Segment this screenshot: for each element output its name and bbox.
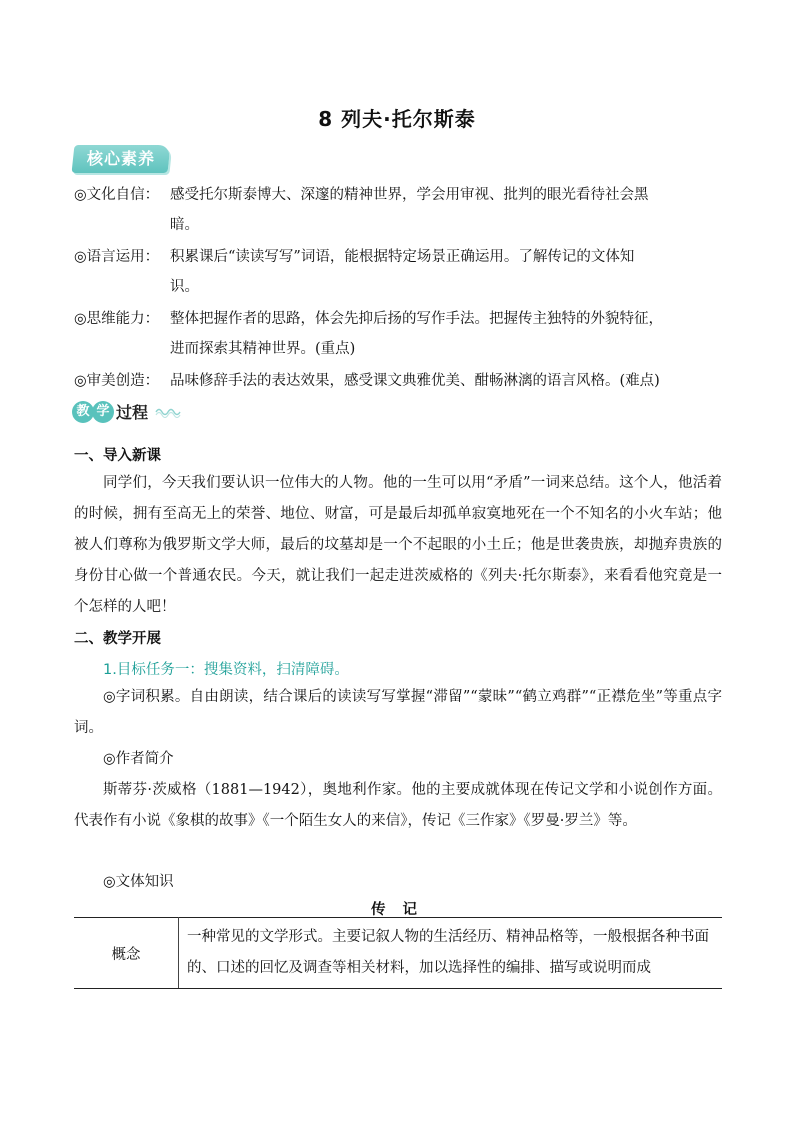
task-one: 1.目标任务一：搜集资料，扫清障碍。 xyxy=(103,662,349,678)
table-row xyxy=(74,918,722,989)
page-title: 8 列夫·托尔斯泰 xyxy=(318,107,476,131)
table-key: 概念 xyxy=(74,918,179,989)
section-intro-title: 一、导入新课 xyxy=(74,448,161,464)
core-literacy-label: 核心素养 xyxy=(86,149,155,168)
wave-decoration-icon xyxy=(155,406,185,418)
vocab-paragraph: ◎字词积累。自由朗读，结合课后的读读写写掌握“滞留”“蒙昧”“鹤立鸡群”“正襟危坐”等重点字词。 xyxy=(74,689,722,736)
biography-table xyxy=(74,917,722,989)
author-heading: ◎作者简介 xyxy=(103,751,174,767)
learn-char-circle: 学 xyxy=(92,401,114,423)
goal-language: ◎语言运用： 积累课后“读读写写”词语，能根据特定场景正确运用。了解传记的文体知 识。 xyxy=(74,249,635,295)
genre-heading: ◎文体知识 xyxy=(103,874,174,890)
author-paragraph: 斯蒂芬·茨威格（1881—1942），奥地利作家。他的主要成就体现在传记文学和小说创作方面。代表作有小说《象棋的故事》《一个陌生女人的来信》，传记《三作家》《罗曼·罗兰》等。 xyxy=(74,782,722,829)
teaching-process-heading: 教 学 过程 xyxy=(72,400,212,430)
section-teaching-title: 二、教学开展 xyxy=(74,631,161,647)
goal-thinking: ◎思维能力： 整体把握作者的思路，体会先抑后扬的写作手法。把握传主独特的外貌特征， 进而探索其精神世界。(重点) xyxy=(74,311,663,357)
core-literacy-badge xyxy=(72,145,171,173)
table-value: 一种常见的文学形式。主要记叙人物的生活经历、精神品格等，一般根据各种书面的、口述的回忆及调查等相关材料，加以选择性的编排、描写或说明而成 xyxy=(179,918,723,989)
intro-paragraph: 同学们，今天我们要认识一位伟大的人物。他的一生可以用“矛盾”一词来总结。这个人，他活着的时候，拥有至高无上的荣誉、地位、财富，可是最后却孤单寂寞地死在一个不知名的小火车站；他被人们尊称为俄罗斯文学大师，最后的坟墓却是一个不起眼的小土丘；他是世袭贵族，却抛弃贵族的身份甘心做一个普通农民。今天，就让我们一起走进茨威格的《列夫·托尔斯泰》，来看看他究竟是一个怎样的人吧！ xyxy=(74,475,722,615)
teach-char-circle: 教 xyxy=(72,401,94,423)
table-title: 传 记 xyxy=(370,901,424,918)
goal-culture: ◎文化自信： 感受托尔斯泰博大、深邃的精神世界，学会用审视、批判的眼光看待社会黑 暗。 xyxy=(74,187,649,233)
goal-aesthetic: ◎审美创造： 品味修辞手法的表达效果，感受课文典雅优美、酣畅淋漓的语言风格。(难点) xyxy=(74,373,660,389)
